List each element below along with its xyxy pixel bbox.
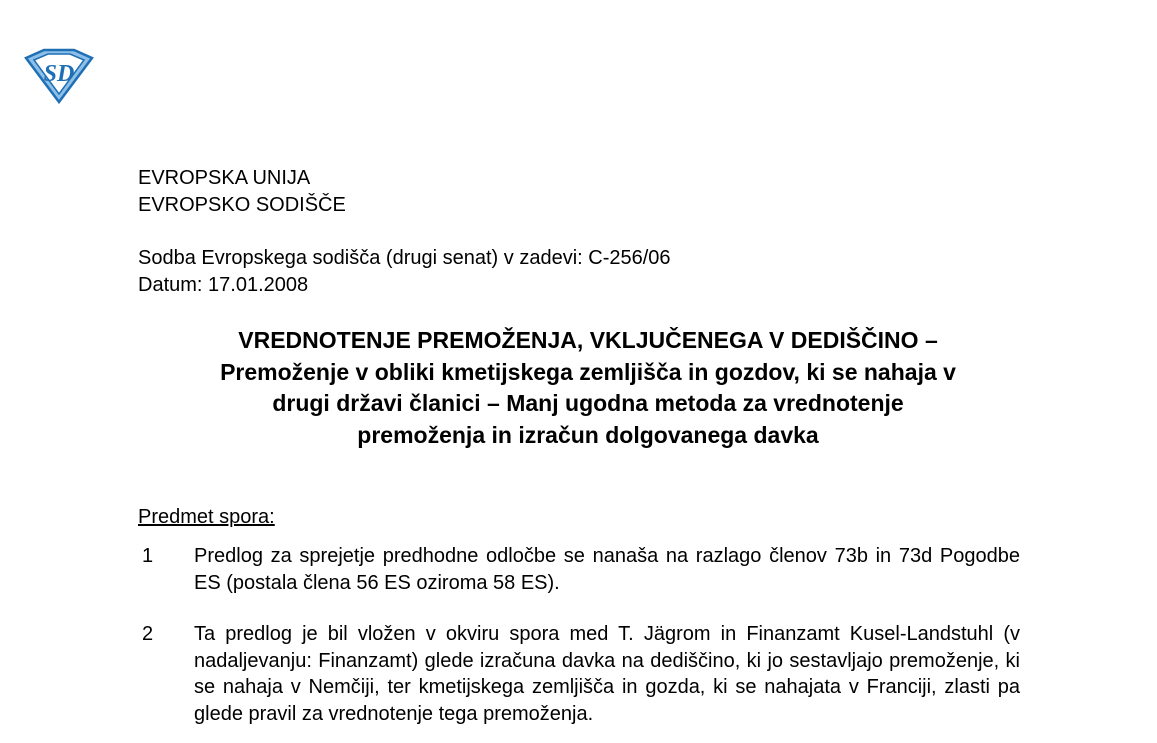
paragraph-number: 2 xyxy=(142,623,154,645)
case-info xyxy=(138,245,671,299)
paragraph xyxy=(138,621,1020,727)
paragraph-text: Predlog za sprejetje predhodne odločbe se nanaša na razlago členov 73b in 73d Pogodbe ES (postala člena 56 ES oziroma 58 ES). xyxy=(194,545,1020,594)
title-line-3: drugi državi članici – Manj ugodna metoda za vrednotenje xyxy=(272,390,904,416)
court-header xyxy=(138,165,346,219)
header-court: EVROPSKO SODIŠČE xyxy=(138,194,346,216)
sd-logo-icon xyxy=(22,48,96,104)
title-line-2: Premoženje v obliki kmetijskega zemljišča in gozdov, ki se nahaja v xyxy=(220,358,956,385)
case-line: Sodba Evropskega sodišča (drugi senat) v zadevi: C-256/06 xyxy=(138,247,671,269)
date-line: Datum: 17.01.2008 xyxy=(138,274,309,296)
paragraph-number: 1 xyxy=(142,545,154,567)
title-line-4: premoženja in izračun dolgovanega davka xyxy=(357,421,819,448)
header-eu: EVROPSKA UNIJA xyxy=(138,167,311,189)
section-heading: Predmet spora: xyxy=(138,506,275,528)
document-title xyxy=(118,325,1058,451)
paragraph xyxy=(138,543,1020,596)
paragraph-text: Ta predlog je bil vložen v okviru spora med T. Jägrom in Finanzamt Kusel-Landstuhl (v nadaljevanju: Finanzamt) glede izračuna davka na dediščino, ki jo sestavljajo premoženje, ki se nahaja v Nemčiji, ter kmetijskega zemljišča in gozda, ki se nahajata v Franciji, zlasti pa glede pravil za vrednotenje tega premoženja. xyxy=(194,623,1020,725)
title-line-1: VREDNOTENJE PREMOŽENJA, VKLJUČENEGA V DEDIŠČINO – xyxy=(238,327,938,353)
svg-text:SD: SD xyxy=(43,61,75,87)
